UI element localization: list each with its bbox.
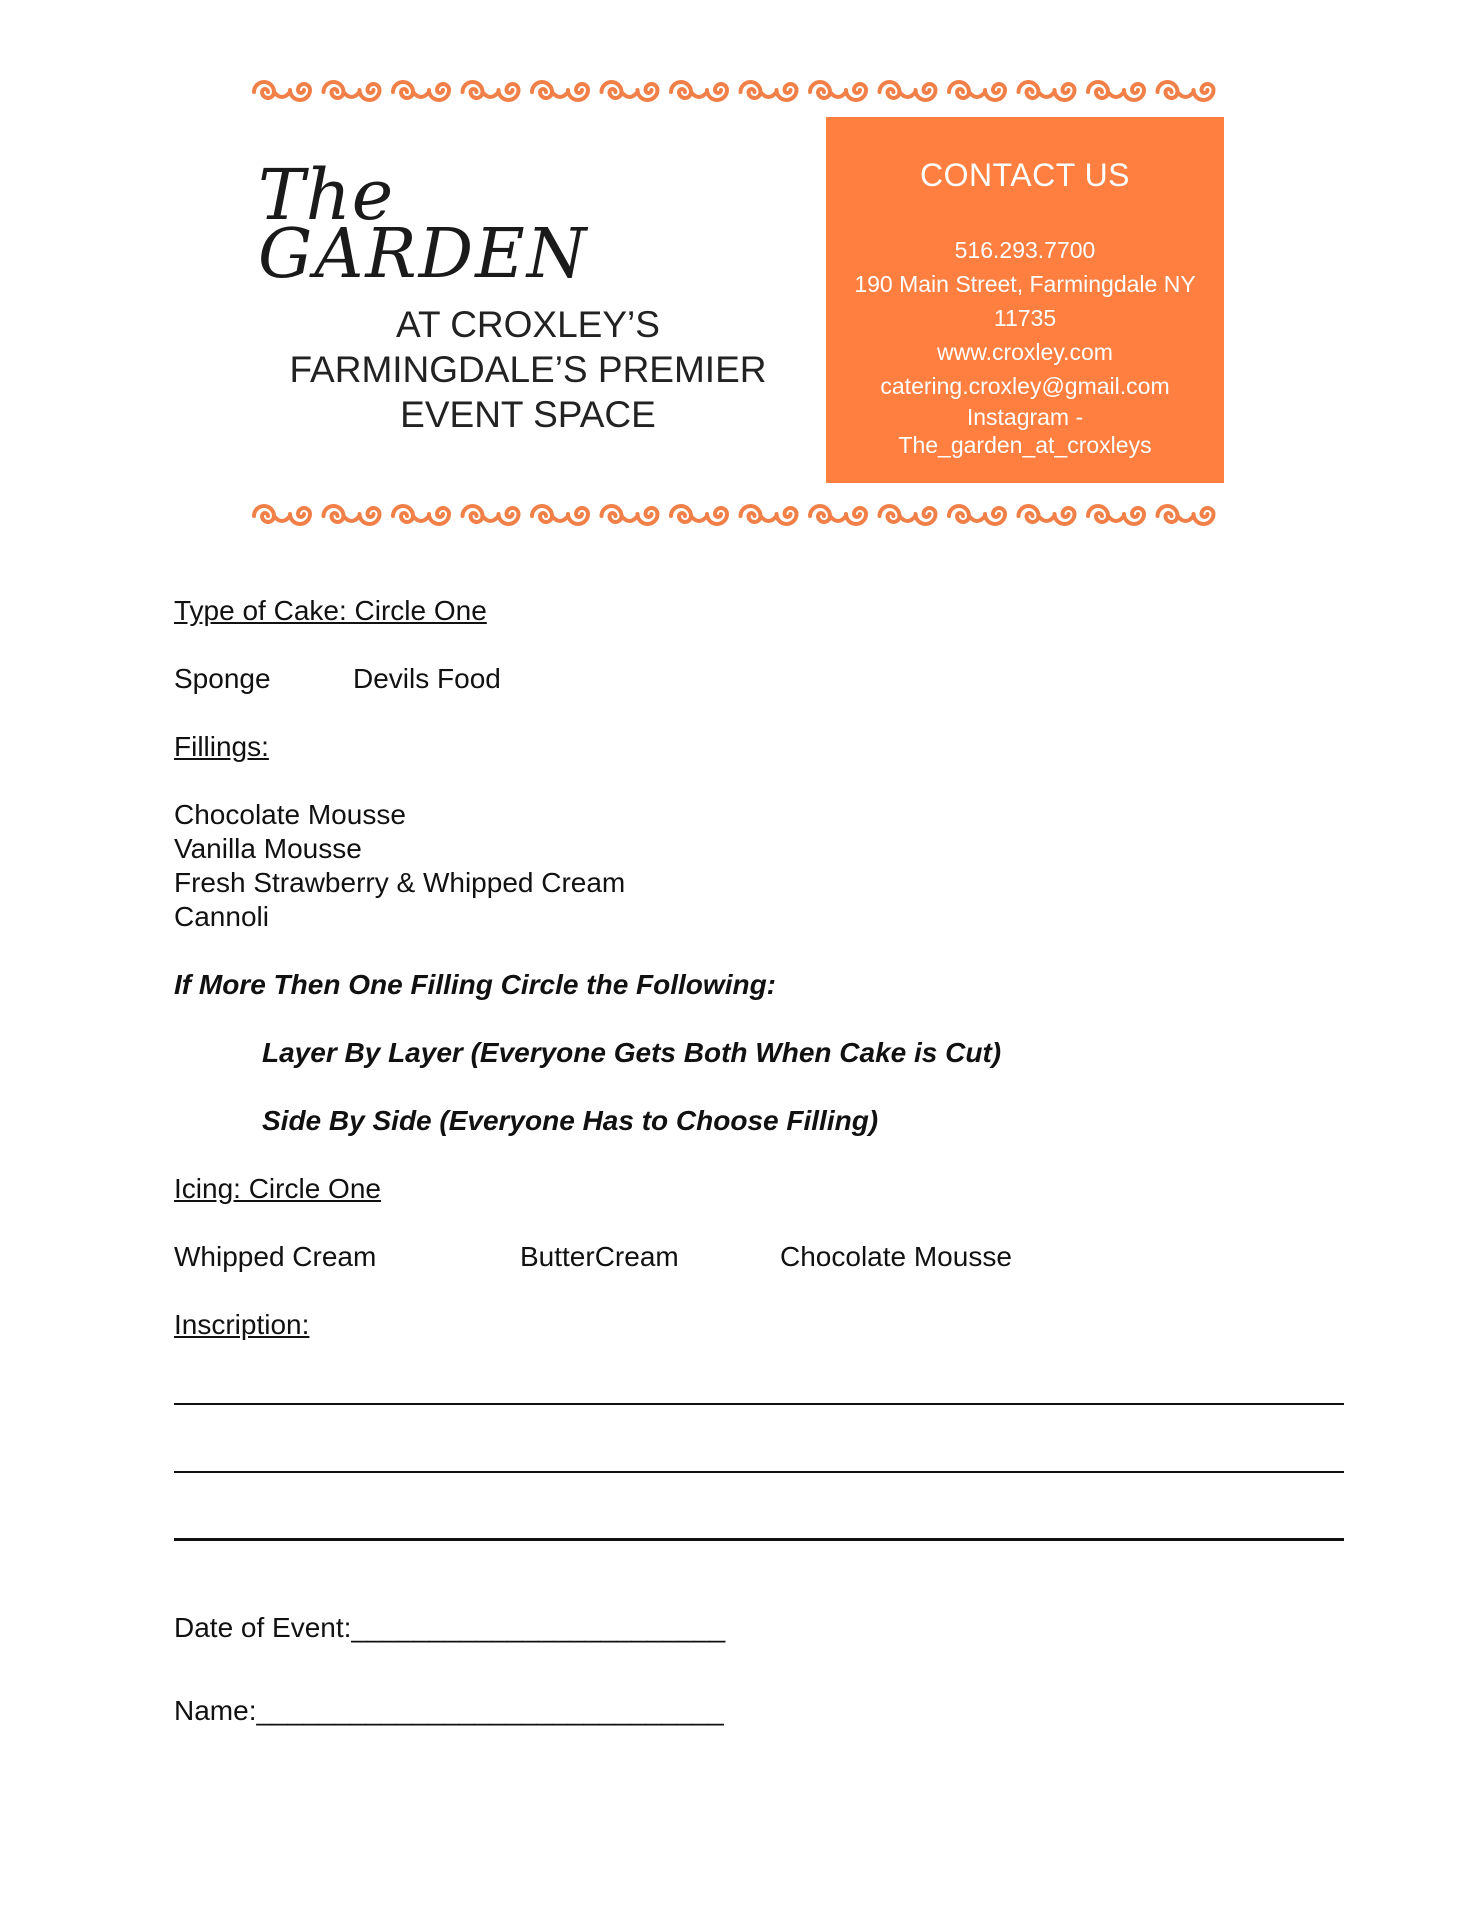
scroll-link	[552, 516, 568, 521]
scroll-curl	[1019, 82, 1039, 98]
scroll-curl	[638, 508, 658, 524]
scroll-curl	[254, 82, 274, 98]
scroll-curl	[1088, 82, 1108, 98]
scroll-link	[900, 92, 916, 97]
scroll-curl	[463, 82, 483, 98]
multi-filling-heading: If More Then One Filling Circle the Following:	[174, 969, 776, 1000]
logo-garden: GARDEN	[258, 215, 589, 294]
scroll-curl	[810, 82, 830, 98]
scroll-curl	[985, 84, 1005, 100]
bottom-ornament	[248, 500, 1222, 530]
scroll-curl	[916, 508, 936, 524]
scroll-ornament-icon	[248, 500, 1222, 530]
scroll-curl	[1055, 508, 1075, 524]
scroll-link	[1039, 516, 1055, 521]
contact-email: catering.croxley@gmail.com	[880, 373, 1170, 399]
scroll-curl	[741, 506, 761, 522]
filling-option: Chocolate Mousse	[174, 799, 406, 830]
scroll-link	[1108, 92, 1124, 97]
scroll-link	[622, 516, 638, 521]
scroll-link	[1108, 516, 1124, 521]
scroll-curl	[949, 506, 969, 522]
tagline-line: FARMINGDALE’S PREMIER	[289, 349, 767, 390]
scroll-link	[969, 92, 985, 97]
scroll-link	[483, 516, 499, 521]
scroll-curl	[1124, 84, 1144, 100]
scroll-link	[761, 92, 777, 97]
scroll-curl	[499, 508, 519, 524]
tagline	[278, 302, 778, 437]
scroll-curl	[360, 84, 380, 100]
scroll-curl	[1194, 508, 1214, 524]
multi-filling-option: Layer By Layer (Everyone Gets Both When Cake is Cut)	[262, 1037, 1002, 1068]
scroll-curl	[290, 84, 310, 100]
filling-option: Vanilla Mousse	[174, 833, 362, 864]
top-ornament	[248, 76, 1222, 106]
scroll-curl	[393, 82, 413, 98]
scroll-link	[1039, 92, 1055, 97]
icing-option-whipped-cream: Whipped Cream	[174, 1241, 377, 1272]
date-of-event-field[interactable]: Date of Event:________________________	[174, 1612, 726, 1643]
inscription-line[interactable]	[174, 1471, 1344, 1473]
scroll-link	[483, 92, 499, 97]
scroll-link	[691, 92, 707, 97]
inscription-heading: Inscription:	[174, 1309, 310, 1340]
scroll-curl	[602, 82, 622, 98]
scroll-curl	[1158, 506, 1178, 522]
scroll-curl	[707, 508, 727, 524]
contact-instagram-label: Instagram -	[966, 404, 1084, 430]
cake-option-devils-food: Devils Food	[353, 663, 501, 694]
scroll-link	[413, 516, 429, 521]
scroll-link	[969, 516, 985, 521]
contact-title: CONTACT US	[919, 157, 1131, 193]
scroll-curl	[1055, 84, 1075, 100]
tagline-line: EVENT SPACE	[400, 394, 656, 435]
scroll-curl	[1088, 506, 1108, 522]
filling-option: Fresh Strawberry & Whipped Cream	[174, 867, 626, 898]
scroll-link	[1178, 92, 1194, 97]
scroll-link	[274, 516, 290, 521]
scroll-curl	[1019, 506, 1039, 522]
scroll-curl	[846, 508, 866, 524]
name-field[interactable]: Name:______________________________	[174, 1695, 724, 1726]
scroll-link	[691, 516, 707, 521]
scroll-curl	[499, 84, 519, 100]
scroll-link	[761, 516, 777, 521]
scroll-curl	[463, 506, 483, 522]
scroll-curl	[916, 84, 936, 100]
scroll-link	[1178, 516, 1194, 521]
filling-option: Cannoli	[174, 901, 269, 932]
icing-option-chocolate-mousse: Chocolate Mousse	[780, 1241, 1012, 1272]
scroll-curl	[568, 84, 588, 100]
scroll-link	[900, 516, 916, 521]
scroll-curl	[602, 506, 622, 522]
scroll-curl	[360, 508, 380, 524]
scroll-curl	[846, 84, 866, 100]
scroll-curl	[638, 84, 658, 100]
scroll-curl	[810, 506, 830, 522]
scroll-link	[552, 92, 568, 97]
scroll-curl	[777, 508, 797, 524]
scroll-link	[830, 92, 846, 97]
cake-option-sponge: Sponge	[174, 663, 271, 694]
scroll-curl	[880, 82, 900, 98]
scroll-ornament-icon	[248, 76, 1222, 106]
scroll-link	[622, 92, 638, 97]
icing-heading: Icing: Circle One	[174, 1173, 381, 1204]
scroll-curl	[254, 506, 274, 522]
scroll-curl	[707, 84, 727, 100]
scroll-curl	[324, 506, 344, 522]
contact-zip: 11735	[993, 305, 1057, 331]
scroll-curl	[429, 84, 449, 100]
scroll-curl	[568, 508, 588, 524]
scroll-link	[344, 92, 360, 97]
contact-box	[826, 117, 1224, 483]
icing-option-buttercream: ButterCream	[520, 1241, 679, 1272]
scroll-link	[413, 92, 429, 97]
scroll-curl	[532, 506, 552, 522]
scroll-curl	[880, 506, 900, 522]
scroll-curl	[671, 506, 691, 522]
multi-filling-option: Side By Side (Everyone Has to Choose Filling)	[262, 1105, 879, 1136]
contact-website: www.croxley.com	[937, 339, 1113, 365]
scroll-curl	[1158, 82, 1178, 98]
contact-instagram-handle: The_garden_at_croxleys	[898, 432, 1152, 458]
scroll-curl	[324, 82, 344, 98]
fillings-heading: Fillings:	[174, 731, 269, 762]
scroll-curl	[671, 82, 691, 98]
scroll-curl	[532, 82, 552, 98]
scroll-curl	[393, 506, 413, 522]
inscription-line[interactable]	[174, 1403, 1344, 1405]
scroll-curl	[1194, 84, 1214, 100]
scroll-curl	[741, 82, 761, 98]
scroll-curl	[985, 508, 1005, 524]
contact-details	[826, 233, 1224, 459]
contact-phone: 516.293.7700	[954, 237, 1096, 263]
scroll-link	[344, 516, 360, 521]
scroll-link	[830, 516, 846, 521]
scroll-curl	[777, 84, 797, 100]
cake-type-heading: Type of Cake: Circle One	[174, 595, 487, 626]
scroll-curl	[290, 508, 310, 524]
scroll-curl	[949, 82, 969, 98]
inscription-line[interactable]	[174, 1538, 1344, 1541]
scroll-curl	[1124, 508, 1144, 524]
scroll-link	[274, 92, 290, 97]
logo-the: The	[258, 154, 395, 236]
tagline-line: AT CROXLEY’S	[396, 304, 660, 345]
contact-address: 190 Main Street, Farmingdale NY	[854, 271, 1196, 297]
scroll-curl	[429, 508, 449, 524]
